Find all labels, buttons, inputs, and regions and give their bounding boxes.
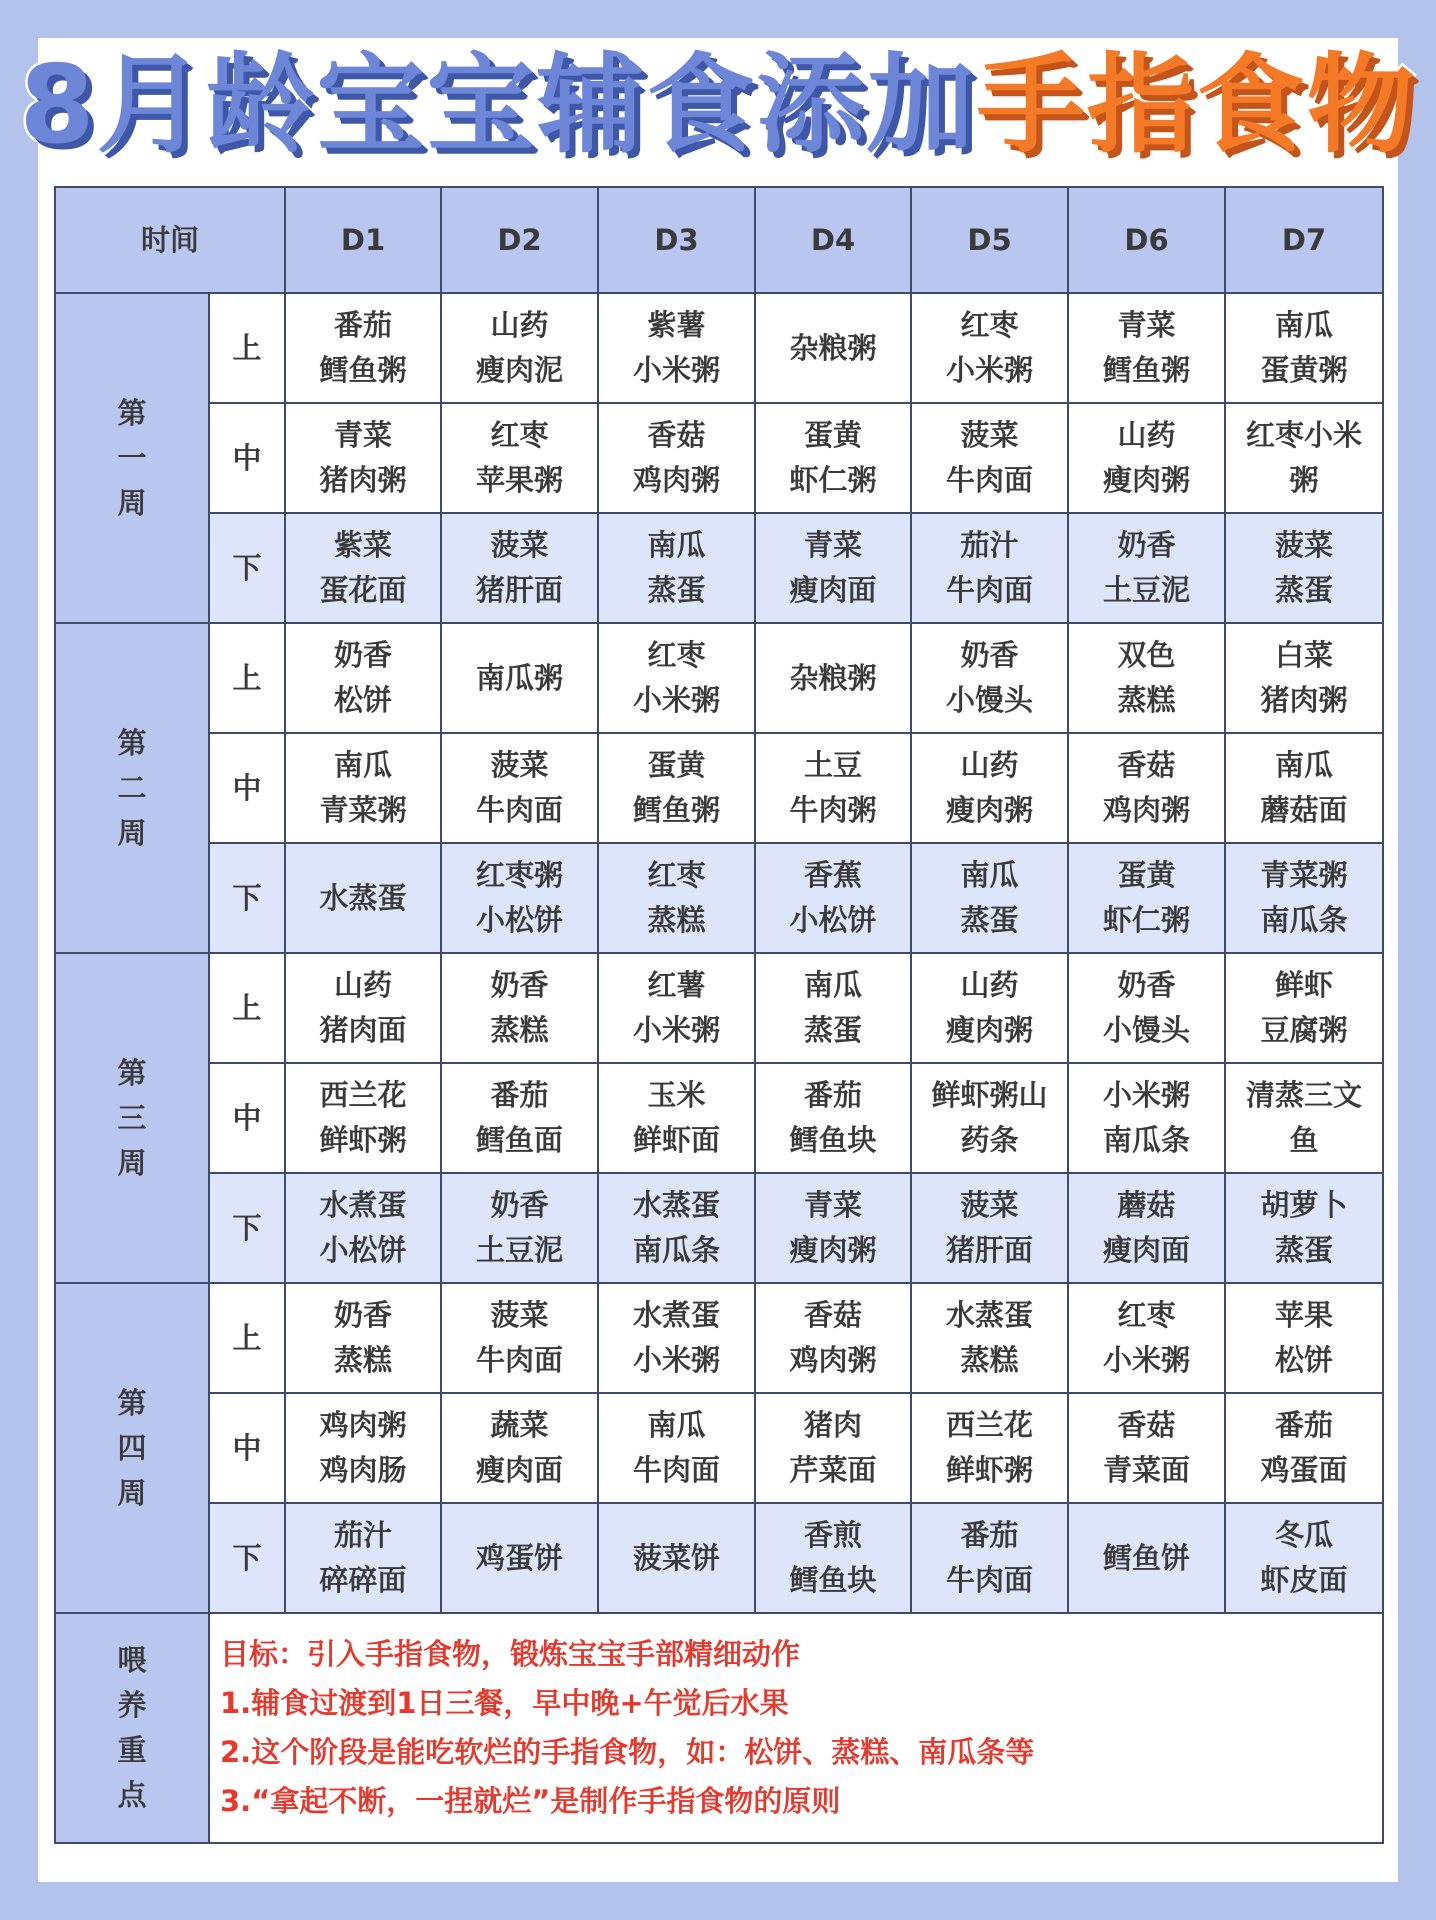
meal-text: 鲜虾粥山: [931, 1078, 1048, 1112]
meal-text: 青菜: [804, 528, 863, 562]
meal-text: 猪肉粥: [319, 463, 407, 497]
meal-text: 菠菜: [960, 418, 1019, 452]
meal-slot-label: 下: [209, 843, 285, 953]
meal-text: 鸡肉粥: [789, 1343, 877, 1377]
meal-text: 菠菜: [960, 1188, 1019, 1222]
meal-text: 蒸糕: [1117, 683, 1176, 717]
meal-text: 牛肉面: [946, 463, 1034, 497]
header-day: D3: [598, 187, 755, 293]
meal-text: 白菜: [1275, 638, 1334, 672]
key-points-label: 喂养重点: [55, 1613, 209, 1843]
meal-slot-label: 下: [209, 513, 285, 623]
meal-text: 鱼: [1289, 1123, 1319, 1157]
meal-cell: [441, 1393, 598, 1503]
meal-text: 菠菜: [490, 748, 549, 782]
meal-text: 山药: [490, 308, 549, 342]
meal-cell: [911, 623, 1068, 733]
meal-text: 虾仁粥: [1103, 903, 1191, 937]
meal-cell: [285, 293, 441, 403]
meal-text: 猪肉: [804, 1408, 863, 1442]
meal-text: 青菜粥: [1260, 858, 1348, 892]
table-row: [55, 1503, 1383, 1613]
meal-cell: [441, 1503, 598, 1613]
meal-cell: [755, 843, 911, 953]
meal-text: 蛋黄: [804, 418, 863, 452]
meal-cell: [441, 1063, 598, 1173]
meal-cell: [911, 1063, 1068, 1173]
table-row: [55, 403, 1383, 513]
table-row: [55, 733, 1383, 843]
meal-plan-body: [55, 293, 1383, 1613]
meal-text: 山药: [1117, 418, 1176, 452]
header-time: 时间: [55, 187, 285, 293]
meal-cell: [755, 513, 911, 623]
meal-cell: [285, 1173, 441, 1283]
meal-text: 玉米: [647, 1078, 706, 1112]
key-points-row: [55, 1613, 1383, 1843]
meal-text: 鲜虾: [1275, 968, 1334, 1002]
meal-text: 瘦肉面: [1103, 1233, 1191, 1267]
meal-cell: [1068, 953, 1225, 1063]
header-day: D1: [285, 187, 441, 293]
meal-text: 南瓜: [1275, 308, 1334, 342]
meal-text: 红薯: [647, 968, 706, 1002]
meal-text: 鲜虾粥: [946, 1453, 1034, 1487]
meal-cell: [441, 843, 598, 953]
meal-text: 红枣小米: [1246, 418, 1363, 452]
meal-cell: [285, 733, 441, 843]
meal-cell: [1068, 1283, 1225, 1393]
meal-text: 南瓜条: [1260, 903, 1348, 937]
meal-text: 粥: [1289, 463, 1319, 497]
meal-text: 红枣: [647, 858, 706, 892]
table-row: [55, 1063, 1383, 1173]
meal-cell: [1068, 513, 1225, 623]
page-title: [0, 43, 1436, 168]
meal-text: 南瓜: [334, 748, 393, 782]
meal-text: 番茄: [490, 1078, 549, 1112]
meal-cell: [598, 513, 755, 623]
meal-slot-label: 下: [209, 1503, 285, 1613]
meal-cell: [1225, 1173, 1383, 1283]
meal-slot-label: 中: [209, 1393, 285, 1503]
meal-text: 鳕鱼粥: [319, 353, 407, 387]
meal-text: 南瓜: [1275, 748, 1334, 782]
table-row: [55, 293, 1383, 403]
meal-text: 松饼: [1275, 1343, 1334, 1377]
meal-text: 猪肝面: [946, 1233, 1034, 1267]
meal-text: 红枣: [960, 308, 1019, 342]
meal-text: 蛋花面: [319, 573, 407, 607]
meal-text: 鳕鱼饼: [1103, 1540, 1191, 1575]
meal-text: 蒸蛋: [960, 903, 1019, 937]
header-day: D2: [441, 187, 598, 293]
meal-text: 小米粥: [1103, 1343, 1191, 1377]
meal-text: 瘦肉面: [789, 573, 877, 607]
meal-text: 小松饼: [319, 1233, 407, 1267]
meal-text: 南瓜条: [633, 1233, 721, 1267]
meal-cell: [1225, 733, 1383, 843]
header-day: D7: [1225, 187, 1383, 293]
meal-text: 小松饼: [476, 903, 564, 937]
meal-cell: [911, 1283, 1068, 1393]
meal-text: 鳕鱼粥: [633, 793, 721, 827]
title-main: 8月龄宝宝辅食添加: [19, 43, 977, 168]
meal-text: 菠菜饼: [633, 1540, 721, 1575]
meal-text: 瘦肉面: [476, 1453, 564, 1487]
week-label: 第三周: [55, 953, 209, 1283]
meal-text: 水煮蛋: [319, 1188, 407, 1222]
header-day: D4: [755, 187, 911, 293]
header-row: [55, 187, 1383, 293]
meal-cell: [285, 513, 441, 623]
meal-text: 蒸糕: [960, 1343, 1019, 1377]
meal-text: 鲜虾粥: [319, 1123, 407, 1157]
meal-text: 青菜: [1117, 308, 1176, 342]
meal-text: 奶香: [1117, 968, 1176, 1002]
meal-text: 清蒸三文: [1246, 1078, 1363, 1112]
meal-text: 牛肉面: [633, 1453, 721, 1487]
meal-cell: [755, 953, 911, 1063]
meal-text: 杂粮粥: [789, 330, 877, 365]
meal-text: 鸡肉粥: [319, 1408, 407, 1442]
meal-cell: [598, 1503, 755, 1613]
meal-cell: [441, 293, 598, 403]
meal-text: 青菜: [804, 1188, 863, 1222]
meal-text: 蒸蛋: [647, 573, 706, 607]
meal-text: 苹果: [1275, 1298, 1334, 1332]
meal-cell: [441, 513, 598, 623]
meal-text: 碎碎面: [319, 1563, 407, 1597]
meal-text: 香菇: [804, 1298, 863, 1332]
meal-text: 红枣: [490, 418, 549, 452]
meal-text: 鸡蛋饼: [476, 1540, 564, 1575]
meal-cell: [598, 1063, 755, 1173]
meal-cell: [285, 1503, 441, 1613]
meal-text: 小馒头: [946, 683, 1034, 717]
meal-text: 鳕鱼面: [476, 1123, 564, 1157]
meal-text: 牛肉面: [946, 573, 1034, 607]
meal-cell: [1068, 1173, 1225, 1283]
meal-cell: [755, 623, 911, 733]
meal-text: 小米粥: [633, 683, 721, 717]
meal-cell: [285, 1283, 441, 1393]
meal-text: 虾仁粥: [789, 463, 877, 497]
meal-cell: [755, 1503, 911, 1613]
meal-text: 牛肉面: [476, 793, 564, 827]
key-point-line: 2.这个阶段是能吃软烂的手指食物，如：松饼、蒸糕、南瓜条等: [220, 1735, 1035, 1769]
meal-text: 小米粥: [633, 353, 721, 387]
meal-text: 蒸糕: [490, 1013, 549, 1047]
header-day: D6: [1068, 187, 1225, 293]
meal-text: 蛋黄粥: [1260, 353, 1348, 387]
meal-cell: [598, 1393, 755, 1503]
meal-text: 小米粥: [633, 1343, 721, 1377]
meal-text: 紫薯: [647, 308, 706, 342]
week-label: 第一周: [55, 293, 209, 623]
meal-cell: [755, 733, 911, 843]
table-row: [55, 843, 1383, 953]
meal-cell: [1068, 1393, 1225, 1503]
meal-cell: [441, 623, 598, 733]
meal-text: 猪肝面: [476, 573, 564, 607]
meal-text: 青菜面: [1103, 1453, 1191, 1487]
meal-cell: [1225, 513, 1383, 623]
key-point-line: 目标：引入手指食物，锻炼宝宝手部精细动作: [220, 1637, 801, 1671]
meal-text: 番茄: [960, 1518, 1019, 1552]
meal-cell: [598, 403, 755, 513]
meal-text: 红枣粥: [476, 858, 564, 892]
meal-cell: [1068, 623, 1225, 733]
meal-text: 南瓜粥: [476, 660, 564, 695]
meal-text: 鳕鱼块: [789, 1123, 877, 1157]
meal-text: 豆腐粥: [1260, 1013, 1348, 1047]
meal-text: 鸡蛋面: [1260, 1453, 1348, 1487]
meal-text: 牛肉面: [946, 1563, 1034, 1597]
meal-cell: [911, 293, 1068, 403]
meal-text: 南瓜: [960, 858, 1019, 892]
meal-text: 牛肉面: [476, 1343, 564, 1377]
meal-cell: [441, 953, 598, 1063]
meal-cell: [285, 953, 441, 1063]
meal-text: 奶香: [1117, 528, 1176, 562]
table-row: [55, 513, 1383, 623]
meal-text: 蘑菇面: [1260, 793, 1348, 827]
meal-text: 奶香: [334, 638, 393, 672]
meal-cell: [755, 1283, 911, 1393]
meal-cell: [598, 843, 755, 953]
meal-text: 茄汁: [334, 1518, 393, 1552]
meal-text: 蒸糕: [334, 1343, 393, 1377]
meal-cell: [755, 1063, 911, 1173]
meal-cell: [911, 953, 1068, 1063]
meal-cell: [1225, 1503, 1383, 1613]
meal-slot-label: 上: [209, 623, 285, 733]
meal-text: 鳕鱼块: [789, 1563, 877, 1597]
meal-cell: [598, 733, 755, 843]
meal-cell: [285, 843, 441, 953]
meal-cell: [911, 1173, 1068, 1283]
table-row: [55, 1393, 1383, 1503]
meal-text: 杂粮粥: [789, 660, 877, 695]
meal-cell: [285, 1063, 441, 1173]
meal-text: 西兰花: [946, 1408, 1034, 1442]
meal-text: 番茄: [804, 1078, 863, 1112]
meal-slot-label: 上: [209, 1283, 285, 1393]
meal-cell: [598, 1283, 755, 1393]
meal-text: 南瓜条: [1103, 1123, 1191, 1157]
meal-cell: [285, 403, 441, 513]
meal-cell: [1068, 403, 1225, 513]
meal-cell: [755, 1393, 911, 1503]
meal-text: 香菇: [647, 418, 706, 452]
key-point-line: 3.“拿起不断，一捏就烂”是制作手指食物的原则: [220, 1784, 841, 1818]
meal-text: 松饼: [334, 683, 393, 717]
meal-cell: [911, 843, 1068, 953]
meal-text: 瘦肉粥: [946, 793, 1034, 827]
meal-text: 奶香: [490, 1188, 549, 1222]
meal-text: 双色: [1117, 638, 1176, 672]
meal-slot-label: 上: [209, 293, 285, 403]
meal-text: 牛肉粥: [789, 793, 877, 827]
meal-cell: [598, 1173, 755, 1283]
meal-text: 香菇: [1117, 1408, 1176, 1442]
meal-cell: [1068, 293, 1225, 403]
meal-text: 奶香: [490, 968, 549, 1002]
meal-text: 药条: [960, 1123, 1019, 1157]
meal-cell: [911, 403, 1068, 513]
meal-text: 虾皮面: [1260, 1563, 1348, 1597]
meal-cell: [755, 403, 911, 513]
meal-cell: [598, 293, 755, 403]
meal-text: 茄汁: [960, 528, 1019, 562]
meal-text: 香菇: [1117, 748, 1176, 782]
meal-text: 奶香: [960, 638, 1019, 672]
header-day: D5: [911, 187, 1068, 293]
meal-text: 菠菜: [1275, 528, 1334, 562]
meal-cell: [1068, 733, 1225, 843]
meal-text: 土豆泥: [1103, 573, 1191, 607]
meal-cell: [1225, 1283, 1383, 1393]
meal-text: 鸡肉粥: [633, 463, 721, 497]
meal-text: 菠菜: [490, 528, 549, 562]
meal-cell: [911, 1393, 1068, 1503]
meal-text: 红枣: [647, 638, 706, 672]
meal-cell: [755, 1173, 911, 1283]
meal-slot-label: 上: [209, 953, 285, 1063]
key-point-line: 1.辅食过渡到1日三餐，早中晚+午觉后水果: [220, 1686, 789, 1720]
meal-text: 蒸蛋: [1275, 573, 1334, 607]
table-row: [55, 953, 1383, 1063]
meal-text: 南瓜: [647, 1408, 706, 1442]
meal-text: 山药: [334, 968, 393, 1002]
meal-text: 水蒸蛋: [633, 1188, 721, 1222]
meal-text: 南瓜: [647, 528, 706, 562]
meal-cell: [285, 1393, 441, 1503]
meal-text: 番茄: [1275, 1408, 1334, 1442]
meal-text: 小馒头: [1103, 1013, 1191, 1047]
meal-cell: [755, 293, 911, 403]
meal-text: 水蒸蛋: [946, 1298, 1034, 1332]
meal-text: 蘑菇: [1117, 1188, 1176, 1222]
meal-text: 鳕鱼粥: [1103, 353, 1191, 387]
meal-plan-table: [54, 186, 1384, 1844]
meal-text: 红枣: [1117, 1298, 1176, 1332]
meal-text: 蔬菜: [490, 1408, 549, 1442]
meal-text: 鸡肉粥: [1103, 793, 1191, 827]
meal-cell: [1225, 293, 1383, 403]
meal-cell: [1225, 953, 1383, 1063]
meal-cell: [441, 733, 598, 843]
meal-cell: [441, 1283, 598, 1393]
meal-slot-label: 中: [209, 403, 285, 513]
meal-text: 苹果粥: [476, 463, 564, 497]
meal-slot-label: 中: [209, 733, 285, 843]
meal-text: 水蒸蛋: [319, 880, 407, 915]
meal-text: 山药: [960, 748, 1019, 782]
meal-text: 瘦肉粥: [946, 1013, 1034, 1047]
meal-cell: [1068, 1063, 1225, 1173]
meal-cell: [285, 623, 441, 733]
meal-text: 西兰花: [319, 1078, 407, 1112]
meal-text: 小米粥: [946, 353, 1034, 387]
meal-text: 香蕉: [804, 858, 863, 892]
meal-text: 香煎: [804, 1518, 863, 1552]
meal-text: 蛋黄: [647, 748, 706, 782]
meal-cell: [911, 733, 1068, 843]
meal-cell: [1225, 403, 1383, 513]
meal-cell: [1225, 843, 1383, 953]
meal-slot-label: 下: [209, 1173, 285, 1283]
meal-text: 冬瓜: [1275, 1518, 1334, 1552]
meal-text: 青菜: [334, 418, 393, 452]
week-label: 第二周: [55, 623, 209, 953]
meal-text: 小米粥: [633, 1013, 721, 1047]
key-points-body: [209, 1613, 1383, 1843]
meal-text: 奶香: [334, 1298, 393, 1332]
meal-slot-label: 中: [209, 1063, 285, 1173]
meal-text: 番茄: [334, 308, 393, 342]
meal-text: 蛋黄: [1117, 858, 1176, 892]
meal-text: 蒸蛋: [1275, 1233, 1334, 1267]
meal-text: 鸡肉肠: [319, 1453, 407, 1487]
meal-text: 芹菜面: [789, 1453, 877, 1487]
meal-text: 鲜虾面: [633, 1123, 721, 1157]
meal-text: 菠菜: [490, 1298, 549, 1332]
meal-cell: [911, 513, 1068, 623]
meal-text: 猪肉粥: [1260, 683, 1348, 717]
meal-text: 蒸糕: [647, 903, 706, 937]
meal-cell: [1225, 1063, 1383, 1173]
meal-text: 南瓜: [804, 968, 863, 1002]
meal-text: 瘦肉泥: [476, 353, 564, 387]
meal-cell: [1068, 1503, 1225, 1613]
meal-text: 瘦肉粥: [1103, 463, 1191, 497]
table-row: [55, 1283, 1383, 1393]
table-row: [55, 623, 1383, 733]
meal-cell: [1225, 1393, 1383, 1503]
week-label: 第四周: [55, 1283, 209, 1613]
meal-text: 小米粥: [1103, 1078, 1191, 1112]
meal-text: 紫菜: [334, 528, 393, 562]
meal-cell: [598, 623, 755, 733]
meal-cell: [598, 953, 755, 1063]
meal-text: 土豆泥: [476, 1233, 564, 1267]
meal-text: 青菜粥: [319, 793, 407, 827]
meal-text: 瘦肉粥: [789, 1233, 877, 1267]
meal-text: 猪肉面: [319, 1013, 407, 1047]
table-row: [55, 1173, 1383, 1283]
meal-text: 水煮蛋: [633, 1298, 721, 1332]
meal-text: 蒸蛋: [804, 1013, 863, 1047]
meal-cell: [911, 1503, 1068, 1613]
meal-text: 小松饼: [789, 903, 877, 937]
meal-text: 土豆: [804, 748, 863, 782]
meal-cell: [1068, 843, 1225, 953]
meal-text: 山药: [960, 968, 1019, 1002]
meal-cell: [441, 1173, 598, 1283]
meal-cell: [441, 403, 598, 513]
meal-cell: [1225, 623, 1383, 733]
meal-text: 胡萝卜: [1260, 1188, 1348, 1222]
title-highlight: 手指食物: [976, 43, 1417, 168]
